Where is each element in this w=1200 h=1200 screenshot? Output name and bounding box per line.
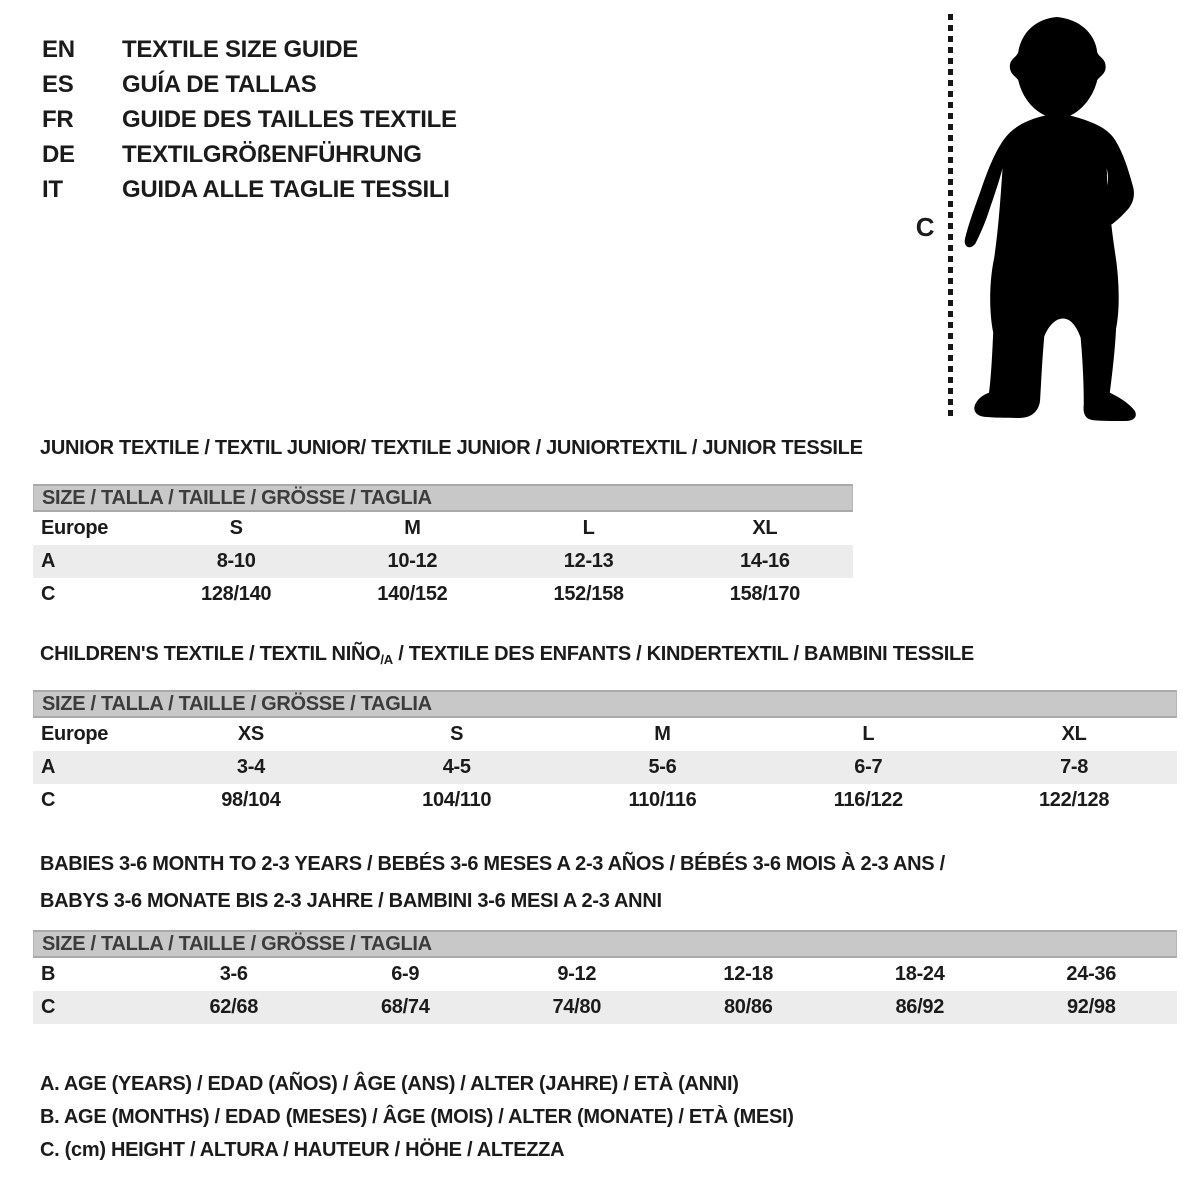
language-code: IT (42, 176, 63, 203)
language-code: DE (42, 141, 75, 168)
age-cell: 12-18 (723, 963, 774, 985)
size-cell: S (229, 517, 243, 539)
legend-line-b: B. AGE (MONTHS) / EDAD (MESES) / ÂGE (MOIS) / ALTER (MONATE) / ETÀ (MESI) (40, 1106, 794, 1128)
children-title-subscript: /A (380, 652, 393, 667)
row-label: C (41, 996, 56, 1018)
babies-section-title (40, 846, 945, 920)
age-cell: 10-12 (387, 550, 438, 572)
height-cell: 122/128 (1038, 789, 1110, 811)
height-cell: 68/74 (380, 996, 430, 1018)
height-cell: 80/86 (723, 996, 773, 1018)
height-cell: 104/110 (422, 789, 492, 811)
size-header-band: SIZE / TALLA / TAILLE / GRÖSSE / TAGLIA (33, 930, 1177, 958)
age-cell: 7-8 (1060, 756, 1089, 778)
size-header-band: SIZE / TALLA / TAILLE / GRÖSSE / TAGLIA (33, 484, 853, 512)
height-cell: 140/152 (377, 583, 448, 605)
age-cell: 9-12 (557, 963, 597, 985)
language-code: FR (42, 106, 74, 133)
height-cell: 62/68 (209, 996, 259, 1018)
age-cell: 24-36 (1066, 963, 1117, 985)
legend (40, 1068, 794, 1167)
row-label: Europe (41, 723, 109, 745)
language-title: TEXTILGRÖßENFÜHRUNG (122, 141, 422, 168)
row-label: A (41, 550, 56, 572)
babies-title-line2: BABYS 3-6 MONATE BIS 2-3 JAHRE / BAMBINI 3-6 MESI A 2-3 ANNI (40, 890, 662, 912)
table-row-age-months (33, 958, 1177, 991)
children-section-title (40, 642, 974, 672)
height-cell: 110/116 (628, 789, 697, 811)
size-cell: M (404, 517, 421, 539)
language-row-en (42, 32, 457, 67)
height-cell: 116/122 (833, 789, 903, 811)
children-size-table (33, 690, 1177, 817)
toddler-silhouette-icon (963, 16, 1140, 422)
table-row-age-years (33, 751, 1177, 784)
age-cell: 5-6 (648, 756, 677, 778)
table-row-height-cm (33, 784, 1177, 817)
table-row-height-cm (33, 578, 853, 611)
row-label: A (41, 756, 56, 778)
language-title: TEXTILE SIZE GUIDE (122, 36, 358, 63)
language-row-es (42, 67, 457, 102)
height-cell: 92/98 (1066, 996, 1116, 1018)
language-list (42, 32, 457, 207)
age-cell: 6-7 (854, 756, 883, 778)
height-cell: 98/104 (221, 789, 281, 811)
language-code: ES (42, 71, 74, 98)
size-cell: XS (237, 723, 264, 745)
size-cell: L (582, 517, 595, 539)
row-label: Europe (41, 517, 109, 539)
height-dashed-line (948, 14, 953, 418)
children-title-suffix: / TEXTILE DES ENFANTS / KINDERTEXTIL / BAMBINI TESSILE (392, 643, 974, 665)
row-label: C (41, 583, 56, 605)
language-title: GUIDE DES TAILLES TEXTILE (122, 106, 457, 133)
table-row-europe (33, 512, 853, 545)
size-cell: M (654, 723, 671, 745)
size-cell: XL (752, 517, 778, 539)
age-cell: 8-10 (216, 550, 256, 572)
language-row-it (42, 172, 457, 207)
age-cell: 14-16 (740, 550, 790, 572)
height-cell: 158/170 (729, 583, 800, 605)
junior-size-table (33, 484, 853, 611)
size-header-band: SIZE / TALLA / TAILLE / GRÖSSE / TAGLIA (33, 690, 1177, 718)
language-code: EN (42, 36, 75, 63)
table-row-height-cm (33, 991, 1177, 1024)
age-cell: 12-13 (563, 550, 614, 572)
height-marker-label: C (915, 212, 935, 242)
table-row-age-years (33, 545, 853, 578)
age-cell: 6-9 (391, 963, 420, 985)
height-cell: 128/140 (201, 583, 272, 605)
height-cell: 152/158 (553, 583, 624, 605)
age-cell: 4-5 (442, 756, 471, 778)
row-label: C (41, 789, 56, 811)
language-title: GUIDA ALLE TAGLIE TESSILI (122, 176, 450, 203)
language-title: GUÍA DE TALLAS (122, 71, 317, 98)
size-cell: XL (1061, 723, 1087, 745)
babies-title-line1: BABIES 3-6 MONTH TO 2-3 YEARS / BEBÉS 3-6 MESES A 2-3 AÑOS / BÉBÉS 3-6 MOIS À 2-3 ANS / (40, 853, 945, 875)
language-row-fr (42, 102, 457, 137)
age-cell: 18-24 (894, 963, 945, 985)
age-cell: 3-4 (236, 756, 265, 778)
height-cell: 74/80 (552, 996, 602, 1018)
size-cell: L (862, 723, 875, 745)
legend-line-a: A. AGE (YEARS) / EDAD (AÑOS) / ÂGE (ANS) / ALTER (JAHRE) / ETÀ (ANNI) (40, 1073, 739, 1095)
language-row-de (42, 137, 457, 172)
age-cell: 3-6 (219, 963, 248, 985)
height-figure (900, 8, 1148, 424)
row-label: B (41, 963, 56, 985)
junior-section-title: JUNIOR TEXTILE / TEXTIL JUNIOR/ TEXTILE JUNIOR / JUNIORTEXTIL / JUNIOR TESSILE (40, 437, 863, 459)
height-cell: 86/92 (895, 996, 945, 1018)
size-cell: S (450, 723, 464, 745)
children-title-prefix: CHILDREN'S TEXTILE / TEXTIL NIÑO (40, 643, 381, 665)
legend-line-c: C. (cm) HEIGHT / ALTURA / HAUTEUR / HÖHE / ALTEZZA (40, 1139, 565, 1161)
babies-size-table (33, 930, 1177, 1024)
table-row-europe (33, 718, 1177, 751)
